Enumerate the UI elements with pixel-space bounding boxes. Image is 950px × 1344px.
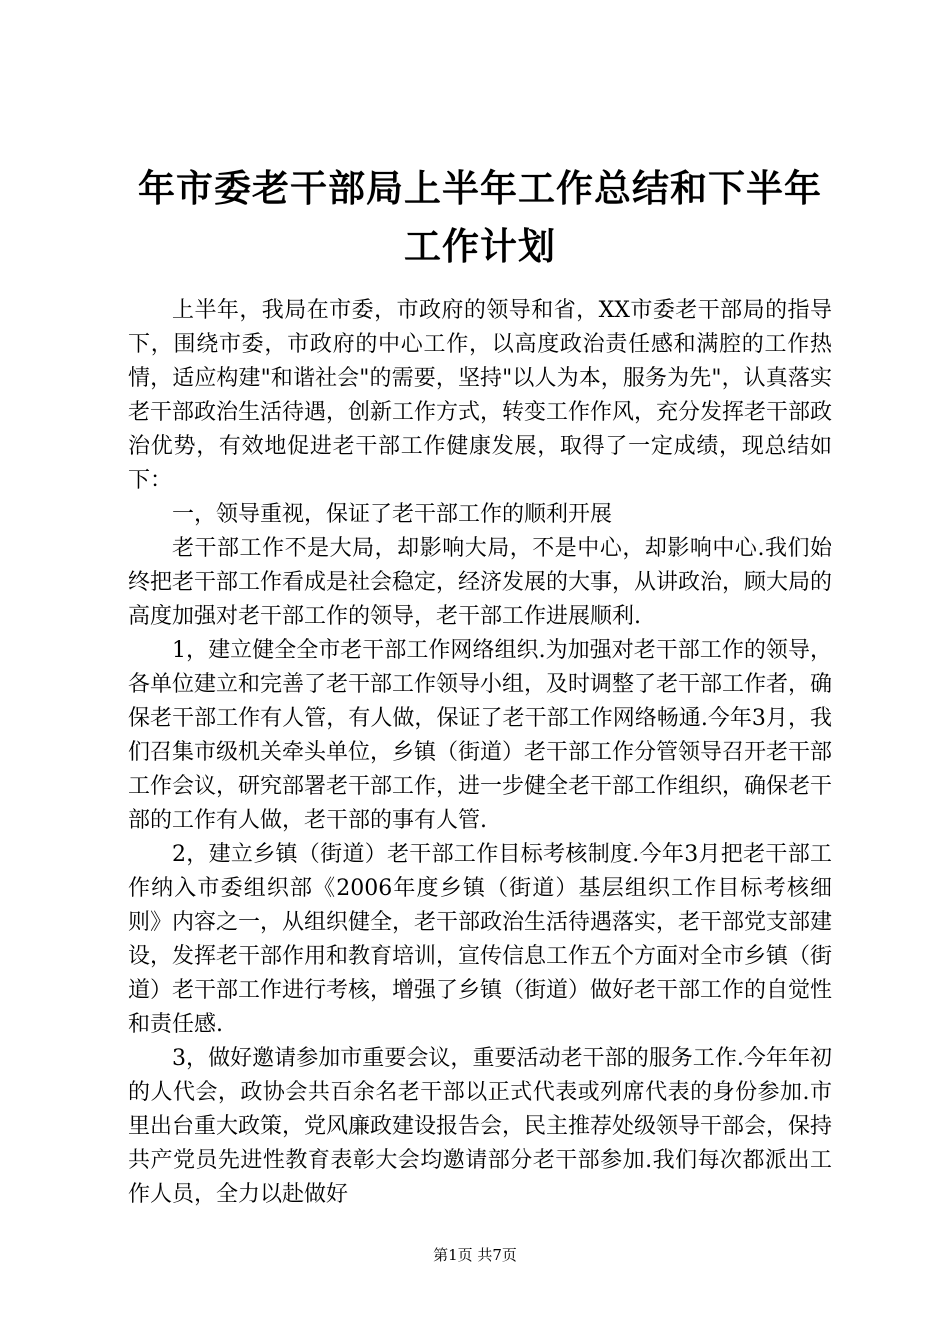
page-number-footer: 第1页 共7页 (433, 1246, 517, 1264)
paragraph-item-3: 3，做好邀请参加市重要会议，重要活动老干部的服务工作.今年年初的人代会，政协会共百余名老干部以正式代表或列席代表的身份参加.市里出台重大政策，党风廉政建设报告会，民主推荐处级领导干部会，保持共产党员先进性教育表彰大会均邀请部分老干部参加.我们每次都派出工作人员，全力以赴做好 (128, 1046, 833, 1207)
paragraph-item-1: 1，建立健全全市老干部工作网络组织.为加强对老干部工作的领导，各单位建立和完善了老干部工作领导小组，及时调整了老干部工作者，确保老干部工作有人管，有人做，保证了老干部工作网络畅通.今年3月，我们召集市级机关牵头单位，乡镇（街道）老干部工作分管领导召开老干部工作会议，研究部署老干部工作，进一步健全老干部工作组织，确保老干部的工作有人做，老干部的事有人管. (128, 638, 833, 833)
paragraph-section-1: 老干部工作不是大局，却影响大局，不是中心，却影响中心.我们始终把老干部工作看成是社会稳定，经济发展的大事，从讲政治，顾大局的高度加强对老干部工作的领导，老干部工作进展顺利. (128, 536, 833, 629)
section-heading-1: 一，领导重视，保证了老干部工作的顺利开展 (172, 502, 613, 527)
paragraph-intro: 上半年，我局在市委，市政府的领导和省，XX市委老干部局的指导下，围绕市委，市政府的中心工作，以高度政治责任感和满腔的工作热情，适应构建"和谐社会"的需要，坚持"以人为本，服务为先"，认真落实老干部政治生活待遇，创新工作方式，转变工作作风，充分发挥老干部政治优势，有效地促进老干部工作健康发展，取得了一定成绩，现总结如下： (128, 298, 833, 493)
document-body (128, 294, 832, 1212)
paragraph-item-2: 2，建立乡镇（街道）老干部工作目标考核制度.今年3月把老干部工作纳入市委组织部《2006年度乡镇（街道）基层组织工作目标考核细则》内容之一，从组织健全，老干部政治生活待遇落实，老干部党支部建设，发挥老干部作用和教育培训，宣传信息工作五个方面对全市乡镇（街道）老干部工作进行考核，增强了乡镇（街道）做好老干部工作的自觉性和责任感. (128, 842, 833, 1037)
document-title: 年市委老干部局上半年工作总结和下半年工作计划 (138, 167, 822, 268)
